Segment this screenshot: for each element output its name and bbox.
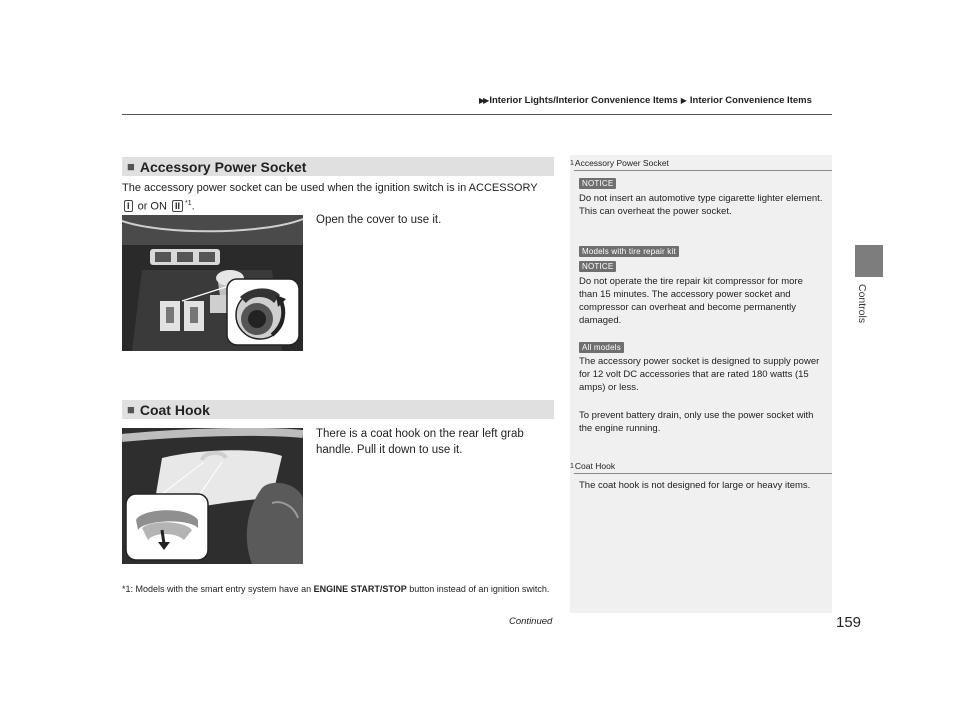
section-marker-icon: ■ [127, 159, 135, 174]
notice-badge: NOTICE [579, 261, 616, 272]
footnote-bold: ENGINE START/STOP [313, 584, 407, 594]
section-header-coat-hook [122, 400, 554, 419]
arrow-icon: ▶ [680, 96, 687, 105]
all-models-badge: All models [579, 342, 624, 353]
header-divider [122, 114, 832, 115]
section-title-coat-hook: Coat Hook [139, 401, 210, 418]
notice-1-text [579, 192, 823, 218]
key-accessory: I [124, 200, 133, 212]
footnote-suffix: button instead of an ignition switch. [406, 584, 550, 594]
intro-text: The accessory power socket can be used when the ignition switch is in ACCESSORY [122, 182, 538, 194]
section-title-power-socket: Accessory Power Socket [139, 158, 307, 175]
notice-1-line: Do not insert an automotive type cigarette lighter element. [579, 193, 823, 204]
continued-label: Continued [509, 616, 553, 627]
power-socket-intro [122, 181, 562, 215]
section-header-power-socket [122, 157, 554, 176]
note-title-power-socket [570, 158, 669, 168]
models-badge: Models with tire repair kit [579, 246, 679, 257]
note-title-text: Coat Hook [574, 461, 616, 471]
notice-badge: NOTICE [579, 178, 616, 189]
breadcrumb-part2[interactable]: Interior Convenience Items [689, 95, 812, 106]
footnote-prefix: *1: Models with the smart entry system have an [122, 584, 314, 594]
coat-hook-illustration [122, 428, 303, 564]
power-socket-illustration [122, 215, 303, 351]
page-number: 159 [836, 614, 862, 631]
note-ref: 1 [570, 463, 574, 470]
note-ref: 1 [570, 160, 574, 167]
note-divider [574, 473, 832, 474]
or-on-text: or ON [137, 200, 167, 213]
note-divider [574, 170, 832, 171]
breadcrumb-part1[interactable]: Interior Lights/Interior Convenience Items [489, 95, 678, 106]
note-title-text: Accessory Power Socket [574, 158, 669, 168]
key-on: II [172, 200, 183, 212]
info-1-text: The accessory power socket is designed to supply power for 12 volt DC accessories that are rated 180 watts (15 amps) or less. [579, 356, 820, 393]
period: . [191, 200, 195, 213]
footnote [122, 581, 562, 598]
notice-2-text: Do not operate the tire repair kit compressor for more than 15 minutes. The accessory power socket and compressor can overheat and become permanently damaged. [579, 276, 803, 326]
notes-panel [570, 155, 832, 613]
side-tab-label: Controls [856, 284, 868, 324]
note-title-coat-hook [570, 461, 615, 471]
info-2-text: To prevent battery drain, only use the power socket with the engine running. [579, 410, 814, 434]
notice-1b-line: This can overheat the power socket. [579, 206, 732, 217]
coat-hook-note-text: The coat hook is not designed for large or heavy items. [579, 480, 811, 491]
double-arrow-icon: ▶▶ [479, 96, 488, 105]
footnote-ref: *1 [185, 200, 192, 207]
side-tab-marker [855, 245, 883, 277]
breadcrumb [479, 95, 812, 106]
power-socket-instruction: Open the cover to use it. [316, 214, 442, 226]
section-marker-icon: ■ [127, 402, 135, 417]
coat-hook-instruction: There is a coat hook on the rear left grab handle. Pull it down to use it. [316, 428, 524, 456]
